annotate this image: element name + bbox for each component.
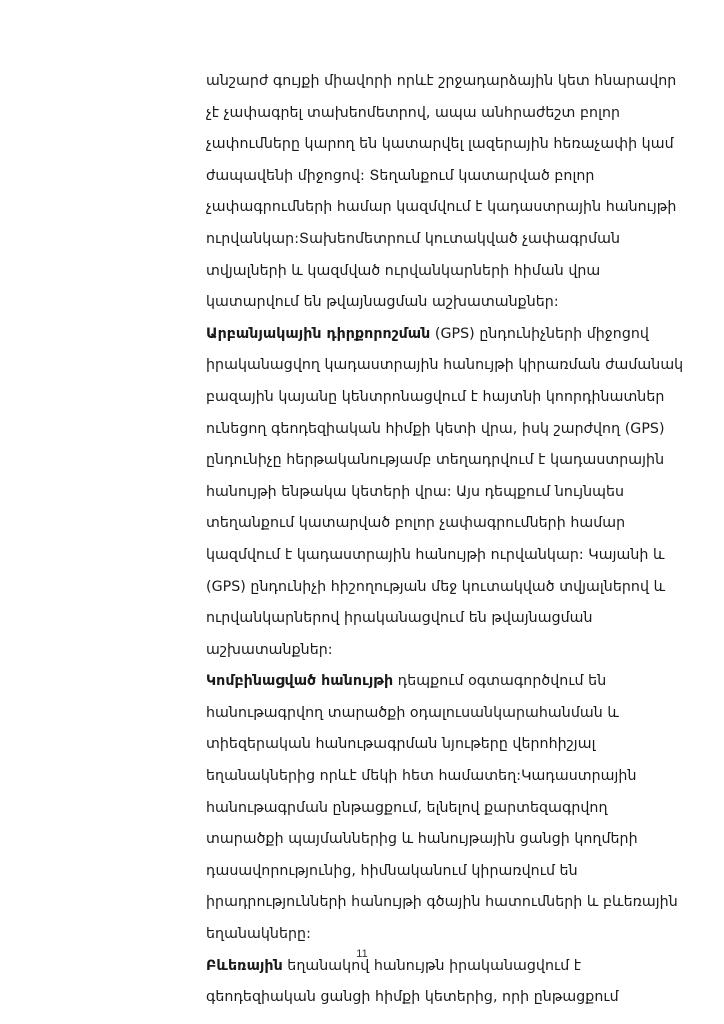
text-line-rest: դեպքում օգտագործվում են xyxy=(393,673,607,690)
page-number: 11 xyxy=(356,948,368,960)
text-line xyxy=(206,319,676,351)
text-line: չափումները կարող են կատարվել լազերային հեռաչափի կամ xyxy=(206,136,674,153)
text-line: անշարժ գույքի միավորի որևէ շրջադարձային կետ հնարավոր xyxy=(206,73,677,89)
text-line: ժապավենի միջոցով: Տեղանքում կատարված բոլոր xyxy=(206,167,595,184)
text-line-rest: եղանակով հանույթն իրականացվում է xyxy=(282,957,582,974)
text-line: ունեցող գեոդեզիական հիմքի կետի վրա, իսկ շարժվող (GPS) xyxy=(206,420,665,437)
text-line-rest: (GPS) ընդունիչների միջոցով xyxy=(430,325,649,342)
text-line: գեոդեզիական ցանցի հիմքի կետերից, որի ընթացքում xyxy=(206,989,619,1006)
term-combined-survey: Կոմբինացված հանույթի xyxy=(206,673,394,690)
text-line: հանույթի ենթակա կետերի վրա: Այս դեպքում նույնպես xyxy=(206,483,625,500)
text-line: տարածքի պայմաններից և հանույթային ցանցի կողմերի xyxy=(206,831,638,848)
text-line: չէ չափագրել տախեոմետրով, ապա անհրաժեշտ բոլոր xyxy=(206,104,621,121)
text-line: հանութագրման ընթացքում, ելնելով քարտեզագրվող xyxy=(206,799,608,816)
text-line xyxy=(206,666,676,698)
text-line: բազային կայանը կենտրոնացվում է հայտնի կոորդինատներ xyxy=(206,388,665,405)
text-line: կատարվում են թվայնացման աշխատանքներ: xyxy=(206,294,559,311)
text-line: տեղանքում կատարված բոլոր չափագրումների համար xyxy=(206,515,626,532)
term-satellite-positioning: Արբանյակային դիրքորոշման xyxy=(206,325,431,342)
body-text xyxy=(206,66,684,1014)
term-polar-method: Բևեռային xyxy=(206,957,283,974)
text-line: չափագրումների համար կազմվում է կադաստրային հանույթի xyxy=(206,199,677,216)
text-line: (GPS) ընդունիչի հիշողության մեջ կուտակված տվյալներով և xyxy=(206,578,666,595)
text-line: տիեզերական հանութագրման նյութերը վերոհիշյալ xyxy=(206,736,596,753)
text-line: եղանակները: xyxy=(206,926,311,943)
text-line: ուրվանկար:Տախեոմետրում կուտակված չափագրման xyxy=(206,230,621,247)
text-line: դասավորությունից, հիմնականում կիրառվում են xyxy=(206,862,578,879)
text-line: տվյալների և կազմված ուրվանկարների հիման վրա xyxy=(206,262,601,279)
text-line: աշխատանքներ: xyxy=(206,641,333,658)
text-line: իրադրությունների հանույթի գծային հատումների և բևեռային xyxy=(206,894,678,911)
text-line: կազմվում է կադաստրային հանույթի ուրվանկար: Կայանի և xyxy=(206,546,665,563)
text-line: իրականացվող կադաստրային հանույթի կիրառման ժամանակ xyxy=(206,357,684,374)
text-line: հանութագրվող տարածքի օդալուսանկարահանման և xyxy=(206,704,619,721)
text-line: եղանակներից որևէ մեկի հետ համատեղ:Կադաստրային xyxy=(206,768,637,785)
text-line: ընդունիչը հերթականությամբ տեղադրվում է կադաստրային xyxy=(206,452,665,469)
text-line: ուրվանկարներով իրականացվում են թվայնացման xyxy=(206,610,593,627)
